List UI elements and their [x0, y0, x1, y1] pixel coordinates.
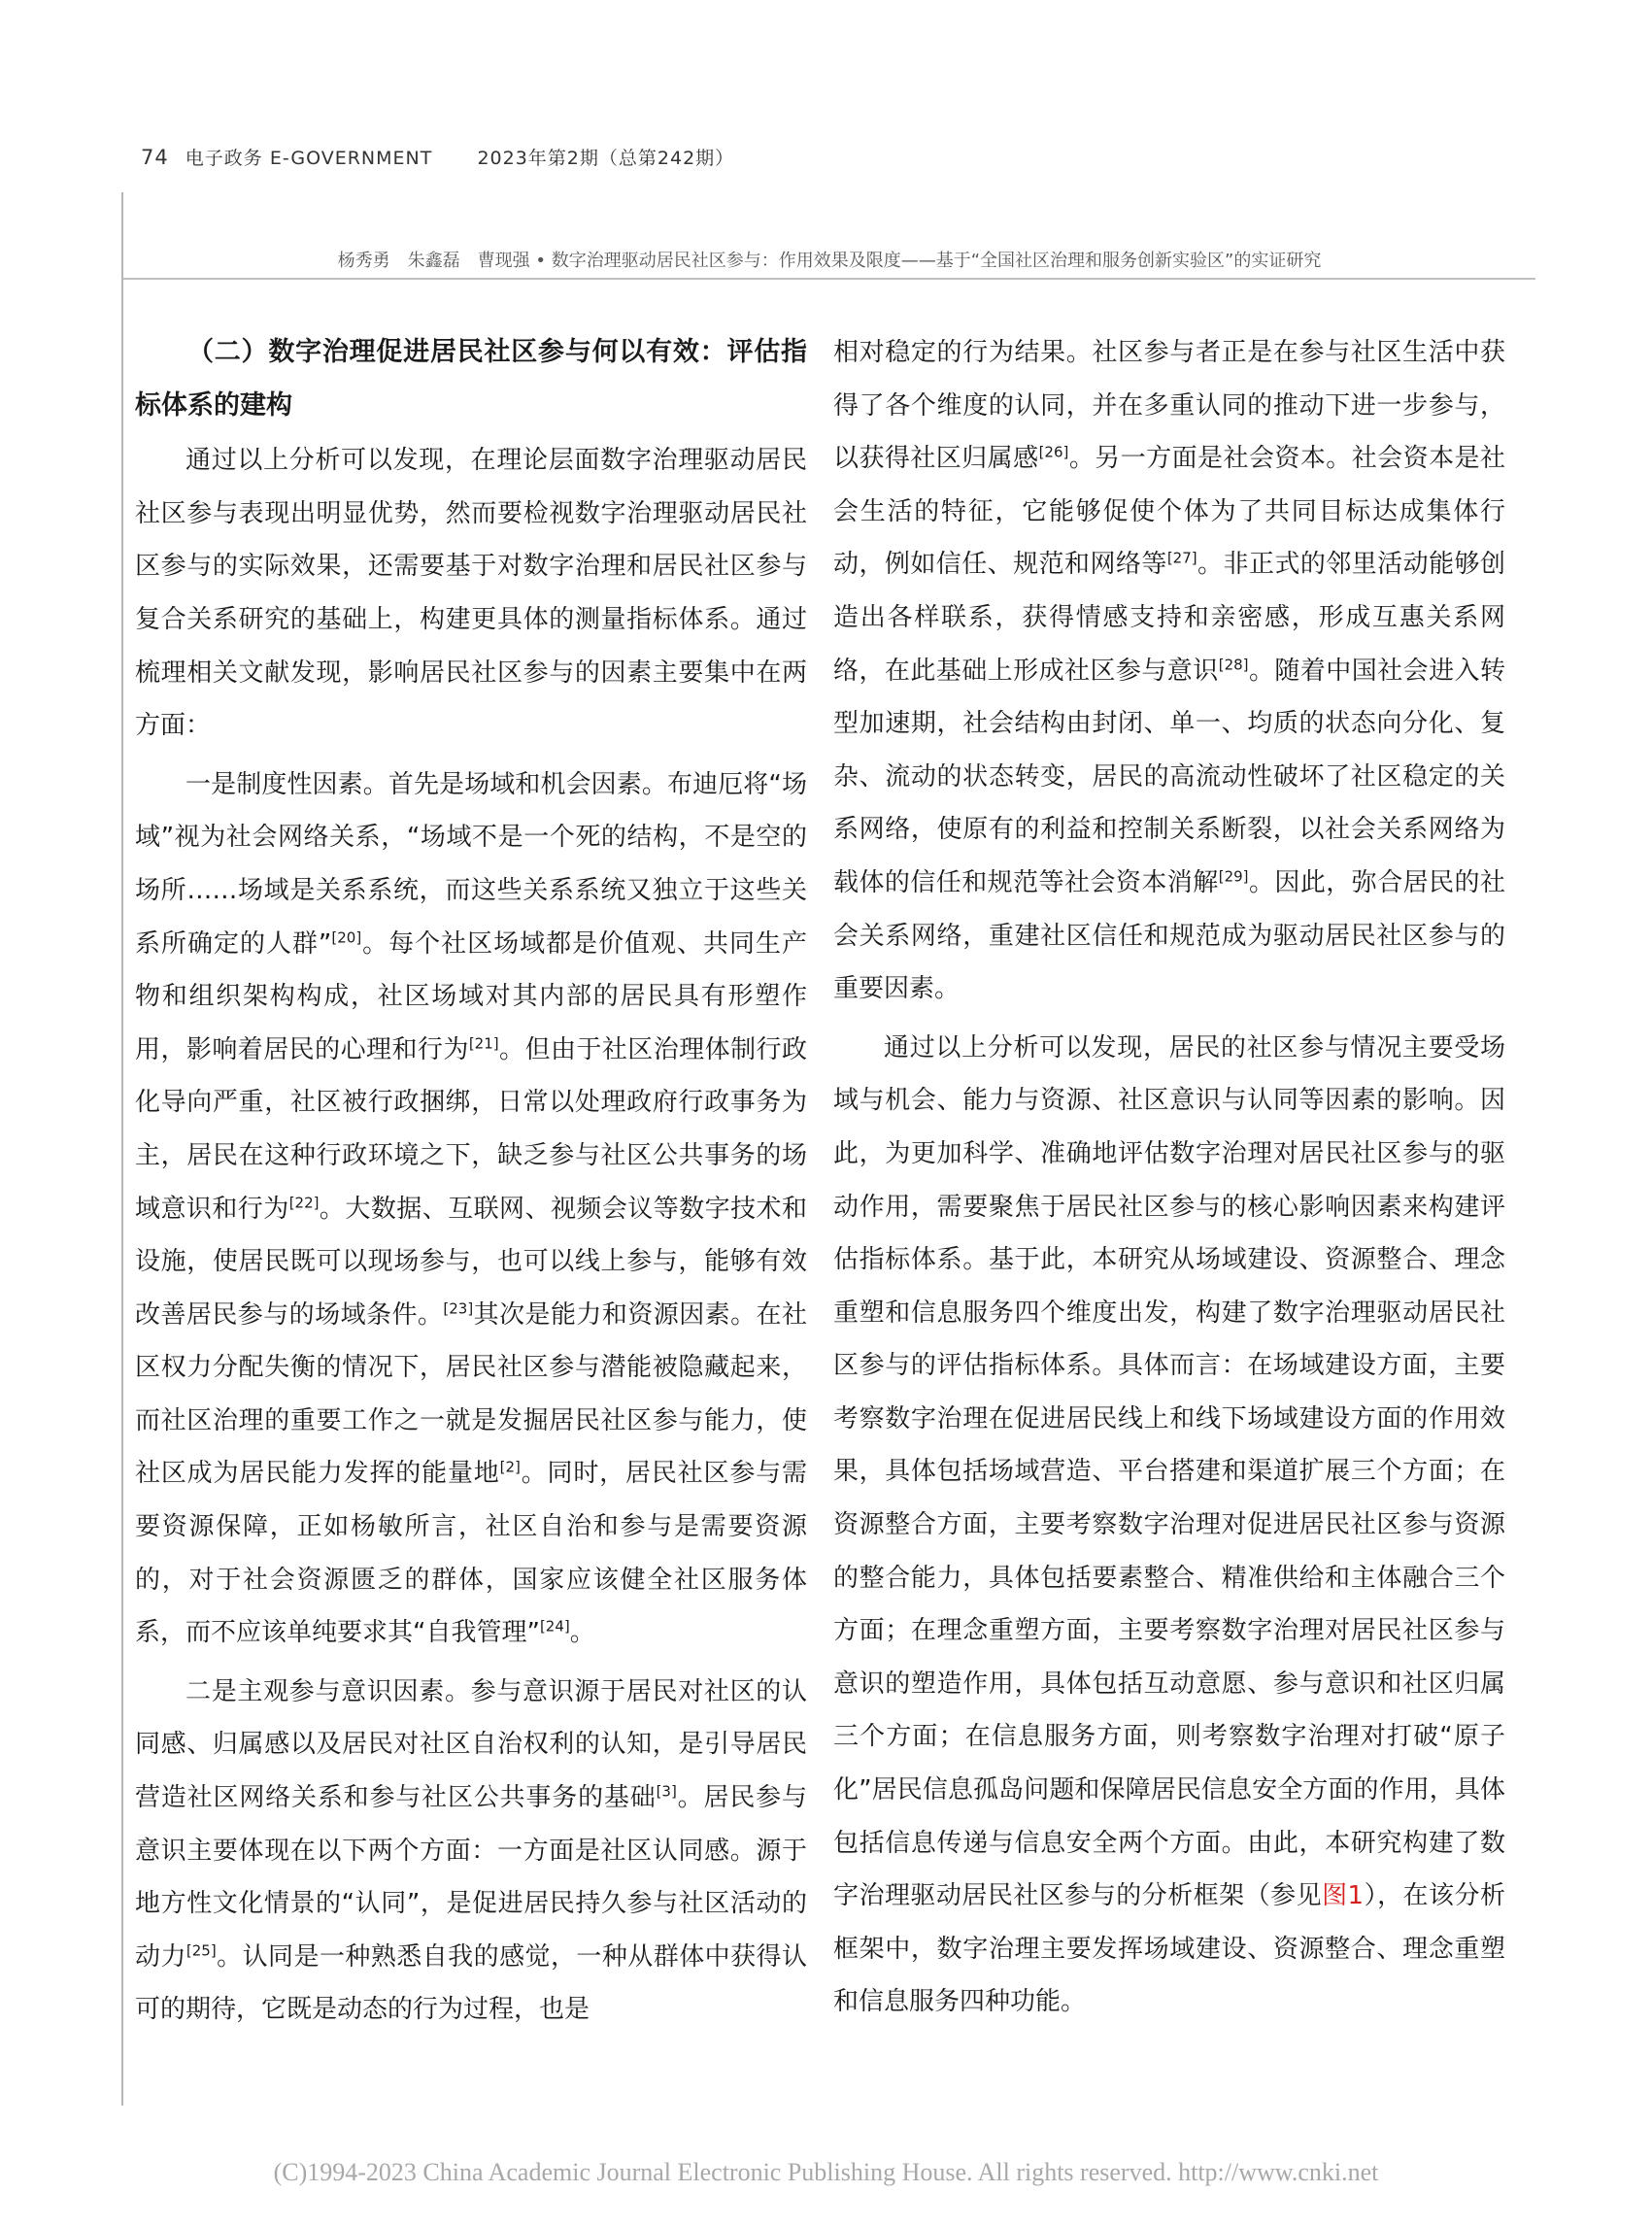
- citation[interactable]: [28]: [1218, 655, 1249, 673]
- text-run: 。非正式的邻里活动能够创造出各样联系，获得情感支持和亲密感，形成互惠关系网络，在此基础上形成社区参与意识: [833, 550, 1505, 686]
- text-run: 。同时，居民社区参与需要资源保障，正如杨敏所言，社区自治和参与是需要资源的，对于社会资源匮乏的群体，国家应该健全社区服务体系，而不应该单纯要求其“自我管理”: [135, 1459, 807, 1648]
- citation[interactable]: [20]: [331, 928, 362, 946]
- text-run: 一是制度性因素。首先是场域和机会因素。布迪厄将“场域”视为社会网络关系，“场域不是一个死的结构，不是空的场所……场域是关系系统，而这些关系系统又独立于这些关系所确定的人群”: [135, 769, 807, 959]
- right-column: [833, 326, 1505, 2029]
- citation[interactable]: [24]: [539, 1617, 570, 1636]
- text-run: 相对稳定的行为结果。社区参与者正是在参与社区生活中获得了各个维度的认同，并在多重认同的推动下进一步参与，以获得社区归属感: [833, 338, 1505, 474]
- text-run: 。居民参与意识主要体现在以下两个方面：一方面是社区认同感。源于地方性文化情景的“认同”，是促进居民持久参与社区活动的动力: [135, 1783, 807, 1972]
- journal-issue: 2023年第2期（总第242期）: [477, 148, 735, 169]
- citation[interactable]: [26]: [1038, 443, 1069, 461]
- text-run: 。大数据、互联网、视频会议等数字技术和设施，使居民既可以现场参与，也可以线上参与，能够有效改善居民参与的场域条件。: [135, 1194, 807, 1330]
- running-head: [141, 144, 734, 170]
- citation[interactable]: [2]: [499, 1458, 521, 1476]
- paragraph: [135, 759, 807, 1660]
- text-run: 。随着中国社会进入转型加速期，社会结构由封闭、单一、均质的状态向分化、复杂、流动的状态转变，居民的高流动性破坏了社区稳定的关系网络，使原有的利益和控制关系断裂，以社会关系网络为载体的信任和规范等社会资本消解: [833, 656, 1505, 897]
- text-run: 通过以上分析可以发现，居民的社区参与情况主要受场域与机会、能力与资源、社区意识与认同等因素的影响。因此，为更加科学、准确地评估数字治理对居民社区参与的驱动作用，需要聚焦于居民社区参与的核心影响因素来构建评估指标体系。基于此，本研究从场域建设、资源整合、理念重塑和信息服务四个维度出发，构建了数字治理驱动居民社区参与的评估指标体系。具体而言：在场域建设方面，主要考察数字治理在促进居民线上和线下场域建设方面的作用效果，具体包括场域营造、平台搭建和渠道扩展三个方面；在资源整合方面，主要考察数字治理对促进居民社区参与资源的整合能力，具体包括要素整合、精准供给和主体融合三个方面；在理念重塑方面，主要考察数字治理对居民社区参与意识的塑造作用，具体包括互动意愿、参与意识和社区归属三个方面；在信息服务方面，则考察数字治理对打破“原子化”居民信息孤岛问题和保障居民信息安全方面的作用，具体包括信息传递与信息安全两个方面。由此，本研究构建了数字治理驱动居民社区参与的分析框架（参见: [833, 1032, 1505, 1911]
- text-run: ），在该分析框架中，数字治理主要发挥场域建设、资源整合、理念重塑和信息服务四种功能。: [833, 1881, 1505, 2017]
- citation[interactable]: [29]: [1218, 867, 1249, 886]
- text-run: 。另一方面是社会资本。社会资本是社会生活的特征，它能够促使个体为了共同目标达成集体行动，例如信任、规范和网络等: [833, 444, 1505, 580]
- text-run: 。每个社区场域都是价值观、共同生产物和组织架构构成，社区场域对其内部的居民具有形塑作用，影响着居民的心理和行为: [135, 928, 807, 1064]
- article-title-line: 杨秀勇 朱鑫磊 曹现强 • 数字治理驱动居民社区参与：作用效果及限度——基于“全国社区治理和服务创新实验区”的实证研究: [337, 251, 1322, 271]
- paragraph: [135, 1666, 807, 2037]
- header-divider: [123, 278, 1535, 280]
- citation[interactable]: [22]: [288, 1193, 320, 1211]
- text-run: 二是主观参与意识因素。参与意识源于居民对社区的认同感、归属感以及居民对社区自治权利的认知，是引导居民营造社区网络关系和参与社区公共事务的基础: [135, 1676, 807, 1813]
- text-run: 其次是能力和资源因素。在社区权力分配失衡的情况下，居民社区参与潜能被隐藏起来，而社区治理的重要工作之一就是发掘居民社区参与能力，使社区成为居民能力发挥的能量地: [135, 1299, 807, 1489]
- text-run: 。但由于社区治理体制行政化导向严重，社区被行政捆绑，日常以处理政府行政事务为主，居民在这种行政环境之下，缺乏参与社区公共事务的场域意识和行为: [135, 1034, 807, 1224]
- paragraph: [833, 1022, 1505, 2029]
- left-margin-rule: [121, 192, 123, 2106]
- copyright-footer: (C)1994-2023 China Academic Journal Electronic Publishing House. All rights reserved. http://www.cnki.net: [273, 2158, 1379, 2186]
- text-run: 。因此，弥合居民的社会关系网络，重建社区信任和规范成为驱动居民社区参与的重要因素。: [833, 867, 1505, 1004]
- section-heading: （二）数字治理促进居民社区参与何以有效：评估指标体系的建构: [135, 337, 807, 421]
- citation[interactable]: [23]: [443, 1299, 474, 1318]
- text-run: 。: [569, 1618, 595, 1648]
- left-column: [135, 326, 807, 2037]
- figure-reference-link[interactable]: 图1: [1322, 1881, 1365, 1911]
- citation[interactable]: [3]: [656, 1782, 677, 1801]
- journal-name: 电子政务 E-GOVERNMENT: [185, 148, 433, 169]
- citation[interactable]: [27]: [1166, 549, 1197, 567]
- page-number: 74: [141, 146, 169, 169]
- text-run: 。认同是一种熟悉自我的感觉，一种从群体中获得认可的期待，它既是动态的行为过程，也是: [135, 1941, 807, 2025]
- paragraph: [833, 326, 1505, 1016]
- citation[interactable]: [21]: [468, 1034, 499, 1053]
- paragraph: 通过以上分析可以发现，在理论层面数字治理驱动居民社区参与表现出明显优势，然而要检视数字治理驱动居民社区参与的实际效果，还需要基于对数字治理和居民社区参与复合关系研究的基础上，构建更具体的测量指标体系。通过梳理相关文献发现，影响居民社区参与的因素主要集中在两方面：: [135, 446, 807, 741]
- citation[interactable]: [25]: [185, 1941, 217, 1960]
